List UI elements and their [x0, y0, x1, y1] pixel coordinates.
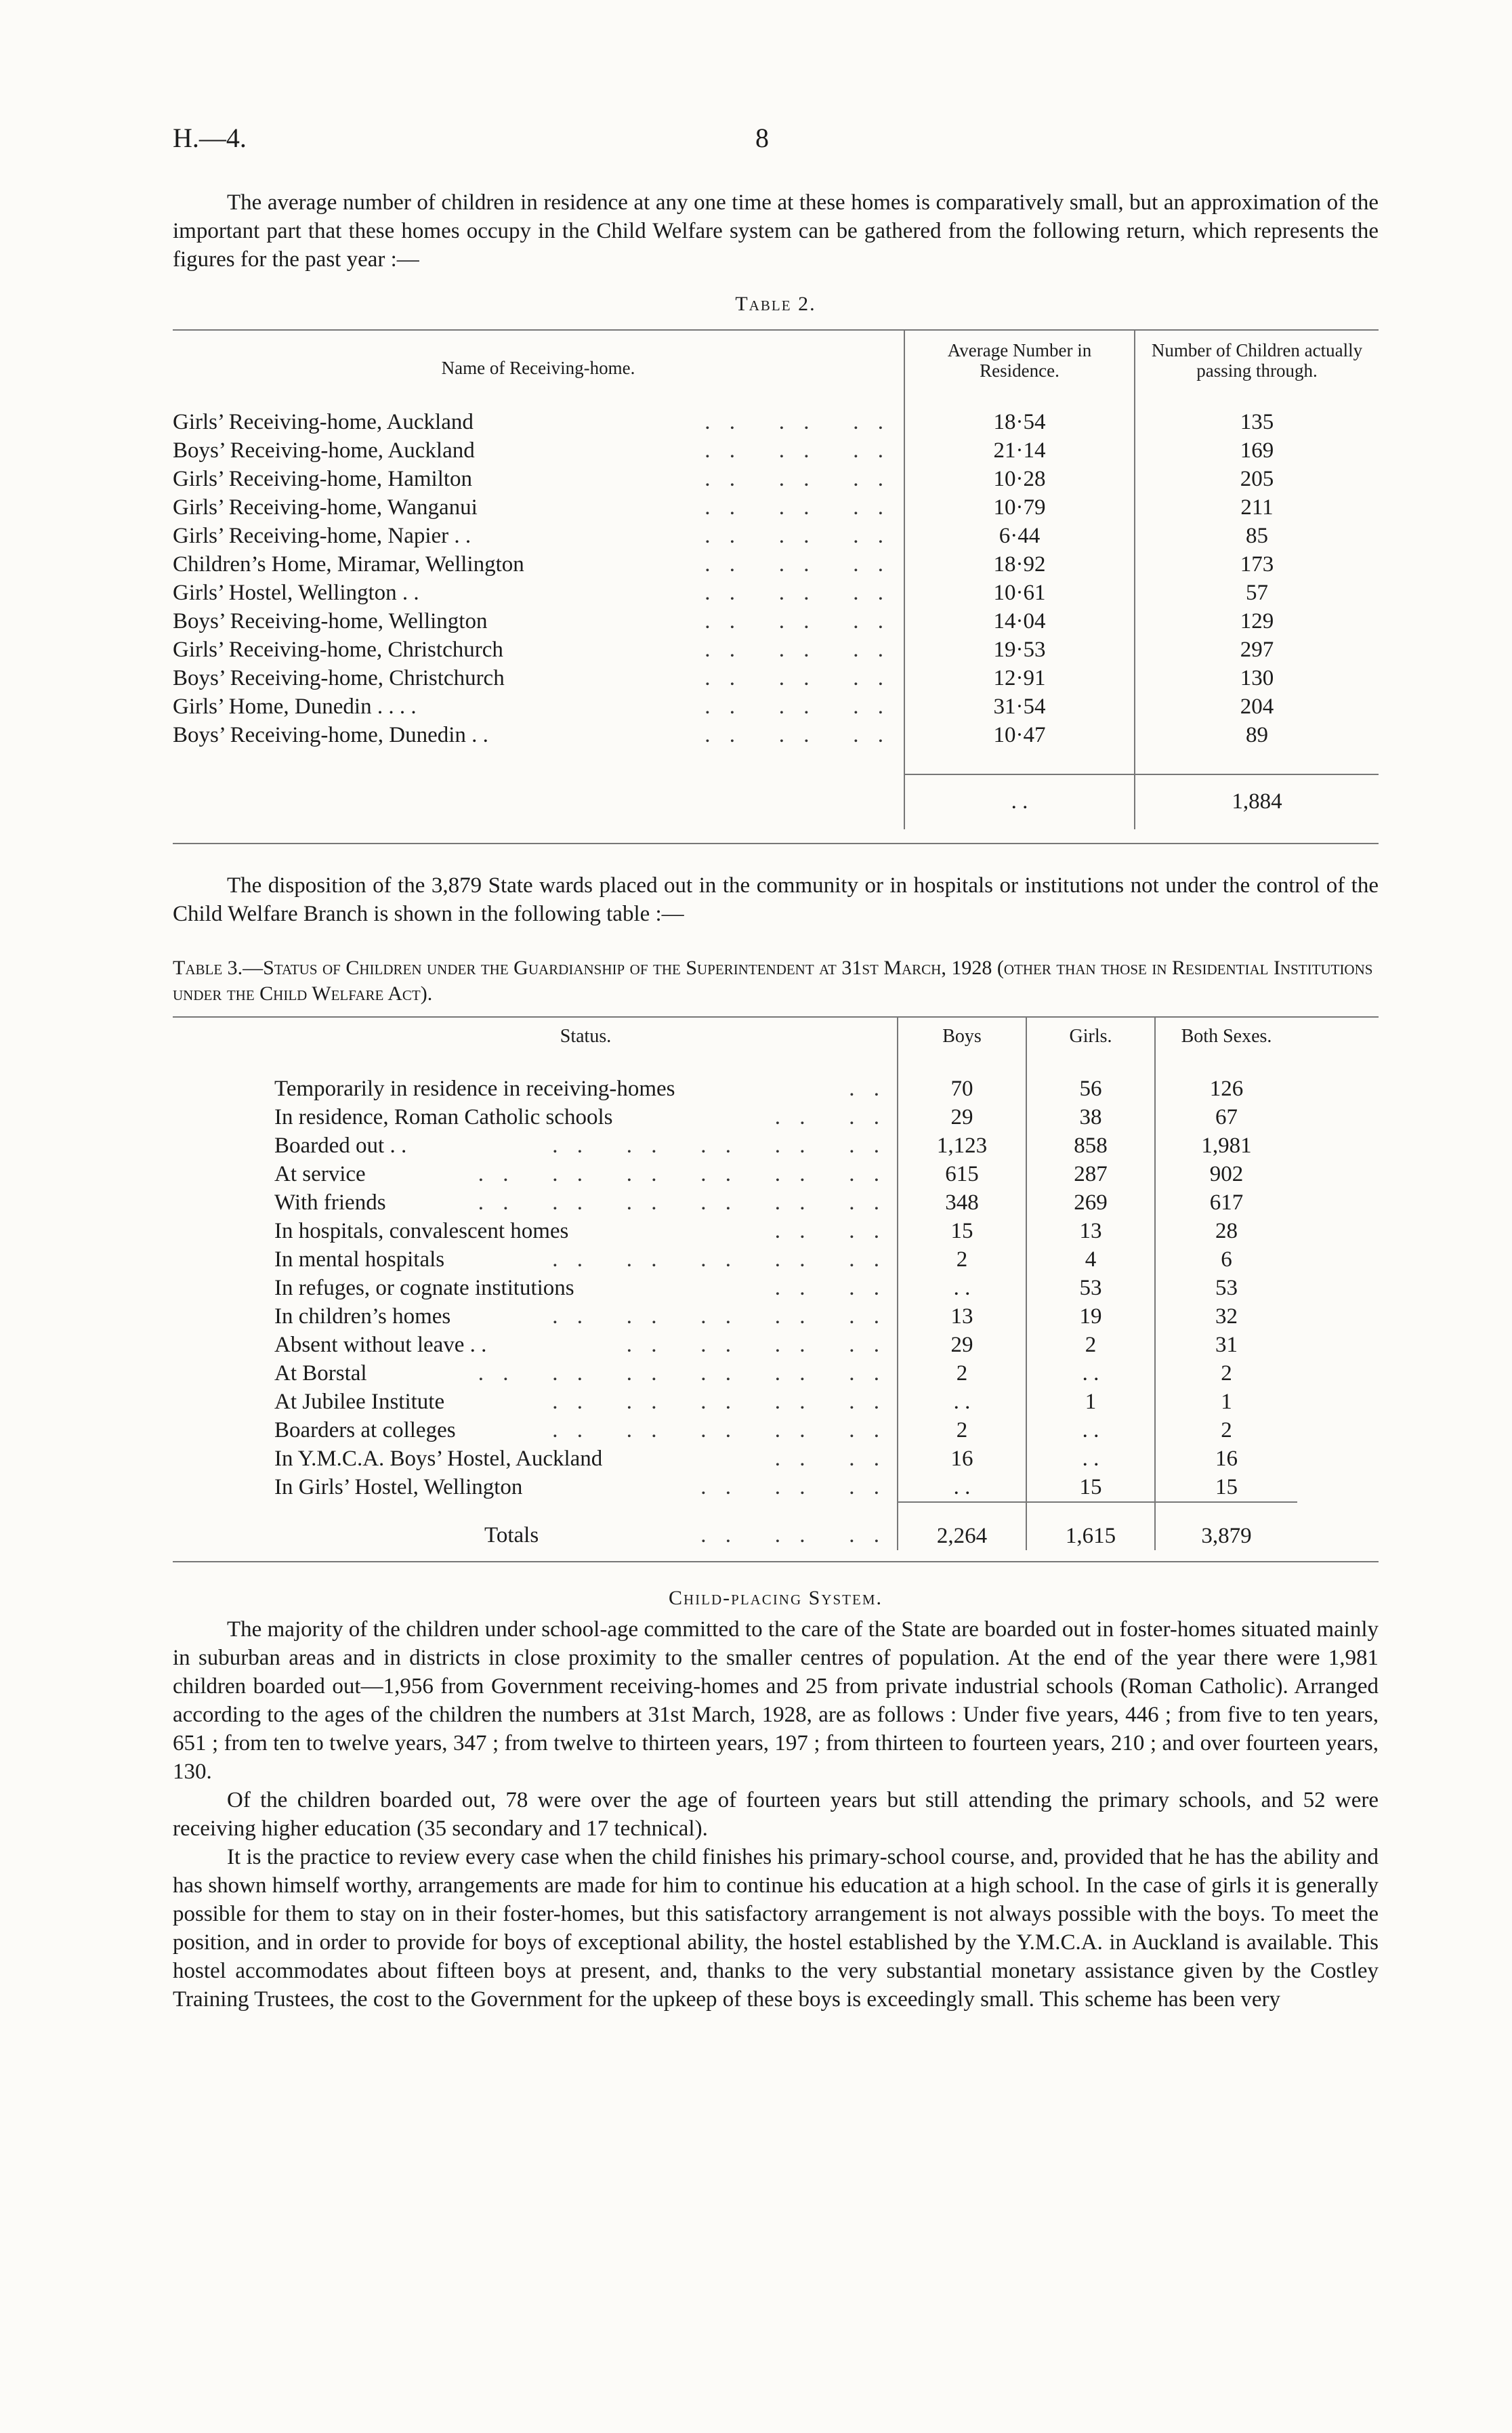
leader-dots: . . . . [774, 1276, 886, 1300]
table2-row [173, 721, 1379, 749]
table3-cell-status [274, 1131, 898, 1160]
leader-dots: . . . . . . [705, 723, 890, 747]
table3-row [173, 1331, 1379, 1359]
table3-cell-girls: . . [1026, 1444, 1155, 1473]
table2-cell-name [173, 436, 904, 465]
status-label: At service [274, 1162, 366, 1186]
table3-col-boys: Boys [898, 1018, 1026, 1075]
table3-col-both: Both Sexes. [1155, 1018, 1297, 1075]
table2-row [173, 607, 1379, 636]
table3-cell-both: 53 [1155, 1274, 1297, 1302]
table3-cell-girls: 2 [1026, 1331, 1155, 1359]
table3-cell-both: 6 [1155, 1245, 1297, 1274]
totals-label: Totals [484, 1523, 539, 1547]
status-label: Temporarily in residence in receiving-homes [274, 1077, 675, 1101]
table3-col-status: Status. [560, 1026, 612, 1047]
table3-row [173, 1131, 1379, 1160]
table3-row [173, 1274, 1379, 1302]
table2-cell-passing: 85 [1135, 522, 1379, 550]
leader-dots: . . . . . . . . . . [552, 1247, 886, 1272]
table3-cell-boys: 348 [898, 1188, 1026, 1217]
leader-dots: . . . . . . . . . . . . [478, 1190, 886, 1215]
table2-total-row [173, 774, 1379, 829]
table2-col-name: Name of Receiving-home. [441, 358, 635, 378]
leader-dots: . . . . . . [705, 467, 890, 491]
table3-cell-girls: 4 [1026, 1245, 1155, 1274]
table3-cell-status [274, 1103, 898, 1131]
leader-dots: . . . . [774, 1105, 886, 1129]
table2-cell-passing: 57 [1135, 579, 1379, 607]
table3-cell-status [274, 1359, 898, 1388]
leader-dots: . . . . . . [705, 638, 890, 662]
table3-cell-girls: 19 [1026, 1302, 1155, 1331]
table3-cell-both: 16 [1155, 1444, 1297, 1473]
status-label: At Jubilee Institute [274, 1390, 445, 1414]
section-title: Child-placing System. [668, 1587, 883, 1609]
table3-row [173, 1245, 1379, 1274]
status-label: Boarders at colleges [274, 1418, 456, 1442]
table2-cell-average: 31·54 [904, 692, 1135, 721]
leader-dots: . . . . . . [700, 1475, 886, 1499]
status-label: In residence, Roman Catholic schools [274, 1105, 613, 1129]
table3-row [173, 1416, 1379, 1444]
table3-cell-status [274, 1473, 898, 1502]
table3-cell-both: 1,981 [1155, 1131, 1297, 1160]
leader-dots: . . . . . . [705, 666, 890, 690]
table3-total-boys: 2,264 [898, 1502, 1026, 1550]
table2-cell-average: 12·91 [904, 664, 1135, 692]
table3-row [173, 1075, 1379, 1103]
status-label: Absent without leave . . [274, 1333, 487, 1357]
table2-cell-average: 10·79 [904, 493, 1135, 522]
table3-cell-both: 1 [1155, 1388, 1297, 1416]
table3-cell-boys: 13 [898, 1302, 1026, 1331]
table2-cell-passing: 130 [1135, 664, 1379, 692]
home-name: Boys’ Receiving-home, Dunedin . . [173, 723, 488, 747]
table2-cell-name [173, 522, 904, 550]
table3-cell-both: 617 [1155, 1188, 1297, 1217]
disposition-paragraph: The disposition of the 3,879 State wards placed out in the community or in hospitals or institutions not under the control of the Child Welfare Branch is shown in the following table :— [173, 873, 1379, 926]
leader-dots: . . [849, 1077, 886, 1101]
table2-cell-average: 10·47 [904, 721, 1135, 749]
table2-row [173, 408, 1379, 436]
table2-row [173, 692, 1379, 721]
table2-cell-passing: 204 [1135, 692, 1379, 721]
status-label: In children’s homes [274, 1304, 451, 1329]
table2-cell-name [173, 493, 904, 522]
table2-row [173, 550, 1379, 579]
table2-row [173, 522, 1379, 550]
leader-dots: . . . . [774, 1447, 886, 1471]
table3-row [173, 1103, 1379, 1131]
table2-cell-passing: 173 [1135, 550, 1379, 579]
table3-row [173, 1160, 1379, 1188]
leader-dots: . . . . . . [705, 495, 890, 520]
table2-cell-name [173, 607, 904, 636]
table3-col-girls: Girls. [1026, 1018, 1155, 1075]
table3-cell-boys: . . [898, 1388, 1026, 1416]
table3-cell-boys: 29 [898, 1103, 1026, 1131]
table3-cell-boys: 615 [898, 1160, 1026, 1188]
table3-cell-girls: 1 [1026, 1388, 1155, 1416]
leader-dots: . . . . . . [705, 581, 890, 605]
table3-cell-boys: 2 [898, 1359, 1026, 1388]
table3-header-row [173, 1018, 1379, 1075]
table2-cell-name [173, 579, 904, 607]
table3-row [173, 1359, 1379, 1388]
table3-cell-boys: 29 [898, 1331, 1026, 1359]
intro-paragraph: The average number of children in residence at any one time at these homes is comparatively small, but an approximation of the important part that these homes occupy in the Child Welfare system can be gathered from the following return, which represents the figures for the past year :— [173, 190, 1379, 272]
status-label: In mental hospitals [274, 1247, 445, 1272]
leader-dots: . . . . . . [705, 609, 890, 633]
leader-dots: . . . . [774, 1219, 886, 1243]
page-number: 8 [755, 123, 769, 153]
table2-row [173, 465, 1379, 493]
table2-total-average: . . [904, 774, 1135, 829]
home-name: Girls’ Hostel, Wellington . . [173, 581, 419, 605]
table3-cell-boys: 2 [898, 1245, 1026, 1274]
table3-cell-status [274, 1188, 898, 1217]
table3-caption: Table 3.—Status of Children under the Guardianship of the Superintendent at 31st March, 1928 (other than those in Residential Institutions under the Child Welfare Act). [173, 957, 1373, 1005]
table2-cell-passing: 129 [1135, 607, 1379, 636]
table2-cell-average: 14·04 [904, 607, 1135, 636]
table3-cell-girls: . . [1026, 1359, 1155, 1388]
leader-dots: . . . . . . [705, 438, 890, 463]
table3-cell-boys: . . [898, 1274, 1026, 1302]
table3-cell-both: 67 [1155, 1103, 1297, 1131]
body-paragraph-2: Of the children boarded out, 78 were over the age of fourteen years but still attending the primary schools, and 52 were receiving higher education (35 secondary and 17 technical). [173, 1788, 1379, 1841]
table2-row [173, 493, 1379, 522]
table2-cell-passing: 89 [1135, 721, 1379, 749]
home-name: Girls’ Home, Dunedin . . . . [173, 694, 417, 719]
table2-cell-name [173, 664, 904, 692]
table2-row [173, 636, 1379, 664]
table3-cell-both: 31 [1155, 1331, 1297, 1359]
table3-cell-girls: 287 [1026, 1160, 1155, 1188]
leader-dots: . . . . . . . . . . [552, 1304, 886, 1329]
table3-bottom-rule [173, 1561, 1379, 1562]
home-name: Children’s Home, Miramar, Wellington [173, 552, 524, 577]
table3-cell-both: 126 [1155, 1075, 1297, 1103]
table2-row [173, 664, 1379, 692]
table2-header-row [173, 331, 1379, 408]
table3-cell-status [274, 1416, 898, 1444]
home-name: Boys’ Receiving-home, Wellington [173, 609, 488, 633]
table2-cell-name [173, 465, 904, 493]
home-name: Girls’ Receiving-home, Auckland [173, 410, 474, 434]
table3-cell-girls: 858 [1026, 1131, 1155, 1160]
table2-cell-passing: 205 [1135, 465, 1379, 493]
table3-cell-boys: 2 [898, 1416, 1026, 1444]
table3-cell-girls: 15 [1026, 1473, 1155, 1502]
leader-dots: . . . . . . . . . . [552, 1134, 886, 1158]
table3-row [173, 1217, 1379, 1245]
table3-cell-both: 28 [1155, 1217, 1297, 1245]
table2-cell-name [173, 721, 904, 749]
table3-total-both: 3,879 [1155, 1502, 1297, 1550]
table3-cell-both: 32 [1155, 1302, 1297, 1331]
table2-cell-name [173, 692, 904, 721]
table3-cell-boys: . . [898, 1473, 1026, 1502]
table2-cell-name [173, 636, 904, 664]
table3-cell-boys: 70 [898, 1075, 1026, 1103]
document-reference: H.—4. [173, 123, 247, 153]
leader-dots: . . . . . . . . . . . . [478, 1361, 886, 1386]
table3-cell-both: 902 [1155, 1160, 1297, 1188]
table2-cell-average: 10·61 [904, 579, 1135, 607]
table3-cell-girls: . . [1026, 1416, 1155, 1444]
table3-cell-status [274, 1217, 898, 1245]
home-name: Girls’ Receiving-home, Hamilton [173, 467, 473, 491]
table3-cell-girls: 269 [1026, 1188, 1155, 1217]
table2-cell-name [173, 550, 904, 579]
home-name: Boys’ Receiving-home, Christchurch [173, 666, 505, 690]
home-name: Girls’ Receiving-home, Christchurch [173, 638, 503, 662]
table3-cell-status [274, 1388, 898, 1416]
table3-cell-boys: 15 [898, 1217, 1026, 1245]
table3-row [173, 1188, 1379, 1217]
status-label: In Girls’ Hostel, Wellington [274, 1475, 523, 1499]
home-name: Boys’ Receiving-home, Auckland [173, 438, 475, 463]
table2-cell-average: 18·92 [904, 550, 1135, 579]
table2-cell-passing: 297 [1135, 636, 1379, 664]
table3-cell-status [274, 1245, 898, 1274]
table2-cell-average: 10·28 [904, 465, 1135, 493]
table3-total-girls: 1,615 [1026, 1502, 1155, 1550]
body-paragraph-3: It is the practice to review every case when the child finishes his primary-school course, and, provided that he has the ability and has shown himself worthy, arrangements are made for him to continue his education at a high school. In the case of girls it is generally possible for them to stay on in their foster-homes, but this satisfactory arrangement is not always possible with the boys. To meet the position, and in order to provide for boys of exceptional ability, the hostel established by the Y.M.C.A. in Auckland is available. This hostel accommodates about fifteen boys at present, and, thanks to the very substantial monetary assistance given by the Costley Training Trustees, the cost to the Government for the upkeep of these boys is exceedingly small. This scheme has been very [173, 1845, 1379, 2012]
body-paragraph-1: The majority of the children under school-age committed to the care of the State are boarded out in foster-homes situated mainly in suburban areas and in districts in close proximity to the smaller centres of population. At the end of the year there were 1,981 children boarded out—1,956 from Government receiving-homes and 25 from private industrial schools (Roman Catholic). Arranged according to the ages of the children the numbers at 31st March, 1928, are as follows : Under five years, 446 ; from five to ten years, 651 ; from ten to twelve years, 347 ; from twelve to thirteen years, 197 ; from thirteen to fourteen years, 210 ; and over fourteen years, 130. [173, 1617, 1379, 1784]
table2-cell-average: 19·53 [904, 636, 1135, 664]
table2-cell-passing: 211 [1135, 493, 1379, 522]
leader-dots: . . . . . . . . . . [552, 1390, 886, 1414]
table3-row [173, 1444, 1379, 1473]
status-label: With friends [274, 1190, 386, 1215]
table2-row [173, 579, 1379, 607]
table3-cell-girls: 53 [1026, 1274, 1155, 1302]
leader-dots: . . . . . . [705, 552, 890, 577]
table2-cell-name [173, 408, 904, 436]
table2-bottom-rule [173, 843, 1379, 844]
table3-cell-status [274, 1075, 898, 1103]
table3-cell-both: 2 [1155, 1359, 1297, 1388]
leader-dots: . . . . . . [705, 694, 890, 719]
table3-row [173, 1302, 1379, 1331]
table3-cell-girls: 56 [1026, 1075, 1155, 1103]
table3-row [173, 1473, 1379, 1502]
status-label: In hospitals, convalescent homes [274, 1219, 569, 1243]
table2-total-passing: 1,884 [1135, 774, 1379, 829]
table3-cell-status [274, 1274, 898, 1302]
table2-col-passing: Number of Children actually passing through. [1135, 331, 1379, 408]
status-label: In Y.M.C.A. Boys’ Hostel, Auckland [274, 1447, 603, 1471]
table3-cell-both: 2 [1155, 1416, 1297, 1444]
table2-title: Table 2. [735, 293, 816, 315]
table3-cell-girls: 38 [1026, 1103, 1155, 1131]
table3-cell-status [274, 1444, 898, 1473]
status-label: In refuges, or cognate institutions [274, 1276, 574, 1300]
status-label: At Borstal [274, 1361, 367, 1386]
table3-totals-row [173, 1502, 1379, 1550]
table3 [173, 1018, 1379, 1550]
table3-cell-status [274, 1331, 898, 1359]
leader-dots: . . . . . . [705, 524, 890, 548]
table3-cell-boys: 1,123 [898, 1131, 1026, 1160]
table2-cell-average: 21·14 [904, 436, 1135, 465]
table2 [173, 331, 1379, 829]
leader-dots: . . . . . . [705, 410, 890, 434]
table2-row [173, 436, 1379, 465]
page-header [173, 108, 1379, 163]
table2-cell-average: 18·54 [904, 408, 1135, 436]
table2-cell-passing: 169 [1135, 436, 1379, 465]
table2-cell-passing: 135 [1135, 408, 1379, 436]
table3-cell-status [274, 1160, 898, 1188]
table3-row [173, 1388, 1379, 1416]
table3-cell-girls: 13 [1026, 1217, 1155, 1245]
home-name: Girls’ Receiving-home, Napier . . [173, 524, 471, 548]
table3-cell-both: 15 [1155, 1473, 1297, 1502]
leader-dots: . . . . . . . . . . [552, 1418, 886, 1442]
status-label: Boarded out . . [274, 1134, 407, 1158]
leader-dots: . . . . . . [700, 1523, 886, 1547]
table2-col-average: Average Number in Residence. [904, 331, 1135, 408]
table3-cell-status [274, 1302, 898, 1331]
document-page [173, 108, 1379, 2014]
home-name: Girls’ Receiving-home, Wanganui [173, 495, 478, 520]
table3-cell-boys: 16 [898, 1444, 1026, 1473]
leader-dots: . . . . . . . . . . . . [478, 1162, 886, 1186]
leader-dots: . . . . . . . . [626, 1333, 886, 1357]
table3-totals-cell [274, 1502, 898, 1550]
table2-cell-average: 6·44 [904, 522, 1135, 550]
table2-spacer [173, 749, 1379, 774]
